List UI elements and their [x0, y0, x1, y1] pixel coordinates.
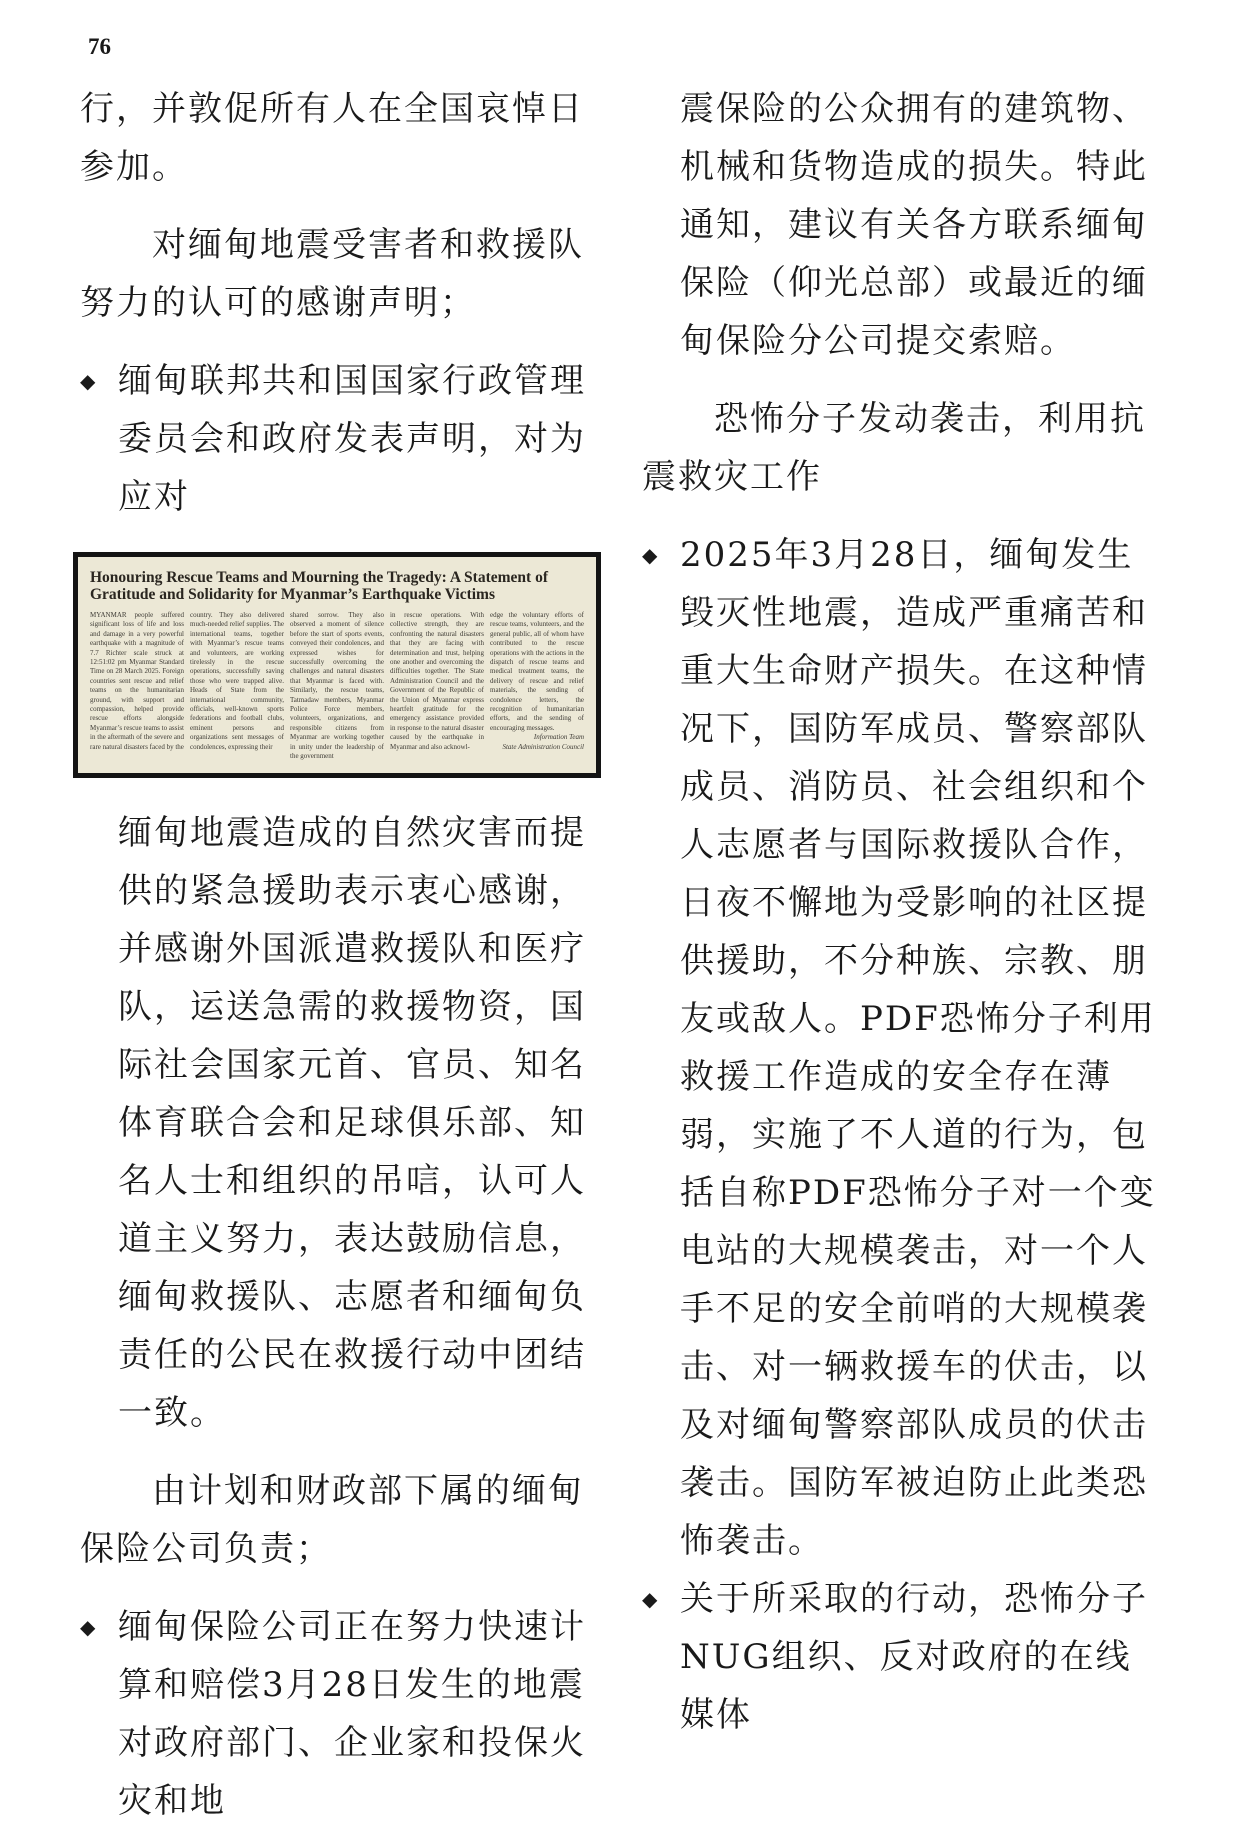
bullet-diamond-icon: ◆ — [642, 543, 658, 567]
bullet-diamond-icon: ◆ — [642, 1587, 658, 1611]
bullet-text: 缅甸地震造成的自然灾害而提供的紧急援助表示衷心感谢，并感谢外国派遣救援队和医疗队，运送急需的救援物资，国际社会国家元首、官员、知名体育联合会和足球俱乐部、知名人士和组织的吊唁，认可人道主义努力，表达鼓励信息，缅甸救援队、志愿者和缅甸负责任的公民在救援行动中团结一致。 — [118, 813, 586, 1433]
clipping-column: shared sorrow. They also observed a moment of silence before the start of sports events, conveyed their condolences, and expressed wishes for successfully overcoming the challenges and natural disasters that Myanmar is faced with. Similarly, the rescue teams, Tatmadaw members, Myanmar Police Force members, volunteers, organizations, and responsible citizens from Myanmar are working together in unity under the leadership of the government — [290, 611, 384, 761]
clipping-signature: Information Team — [533, 733, 584, 742]
newspaper-clipping — [73, 552, 601, 778]
clipping-title: Honouring Rescue Teams and Mourning the Tragedy: A Statement of Gratitude and Solidarity for Myanmar’s Earthquake Victims — [90, 569, 548, 603]
bullet-continuation — [80, 804, 602, 1442]
bullet-item — [80, 1598, 602, 1830]
bullet-text: 关于所采取的行动，恐怖分子NUG组织、反对政府的在线媒体 — [680, 1579, 1148, 1735]
clipping-column: MYANMAR people suffered significant loss of life and loss and damage in a very powerful earthquake with a magnitude of 7.7 Richter scale struck at 12:51:02 pm Myanmar Standard Time on 28 March 2025. Foreign countries sent rescue and relief teams on the humanitarian ground, with support and compassion, helped provide rescue efforts alongside Myanmar’s rescue teams to assist in the aftermath of the severe and rare natural disasters faced by the — [90, 611, 184, 751]
bullet-item — [80, 352, 602, 526]
right-column — [642, 80, 1164, 1744]
clipping-column: edge the voluntary efforts of rescue teams, volunteers, and the general public, all of whom have contributed to the rescue operations with the actions in the dispatch of rescue teams and medical treatment teams, the delivery of rescue and relief materials, the sending of condolence letters, the recognition of humanitarian efforts, and the sending of encouraging messages. — [490, 611, 584, 732]
page-number: 76 — [88, 34, 111, 59]
bullet-text: 2025年3月28日，缅甸发生毁灭性地震，造成严重痛苦和重大生命财产损失。在这种情况下，国防军成员、警察部队成员、消防员、社会组织和个人志愿者与国际救援队合作，日夜不懈地为受影响的社区提供援助，不分种族、宗教、朋友或敌人。PDF恐怖分子利用救援工作造成的安全存在薄弱，实施了不人道的行为，包括自称PDF恐怖分子对一个变电站的大规模袭击，对一个人手不足的安全前哨的大规模袭击、对一辆救援车的伏击，以及对缅甸警察部队成员的伏击袭击。国防军被迫防止此类恐怖袭击。 — [680, 535, 1156, 1561]
left-column — [80, 80, 602, 1830]
bullet-text: 缅甸联邦共和国国家行政管理委员会和政府发表声明，对为应对 — [118, 361, 586, 517]
bullet-continuation — [642, 80, 1164, 370]
clipping-signature: State Administration Council — [502, 742, 584, 751]
bullet-text: 震保险的公众拥有的建筑物、机械和货物造成的损失。特此通知，建议有关各方联系缅甸保险（仰光总部）或最近的缅甸保险分公司提交索赔。 — [680, 89, 1148, 361]
clipping-column: country. They also delivered much-needed relief supplies. The international teams, together with Myanmar’s rescue teams and volunteers, are working tirelessly in the rescue operations, successfully saving those who were trapped alive. Heads of State from the international community, officials, well-known sports federations and football clubs, eminent persons and organizations sent messages of condolences, expressing their — [190, 611, 284, 751]
bullet-text: 缅甸保险公司正在努力快速计算和赔偿3月28日发生的地震对政府部门、企业家和投保火灾和地 — [118, 1607, 586, 1821]
bullet-diamond-icon: ◆ — [80, 369, 96, 393]
clipping-column: in rescue operations. With collective strength, they are confronting the natural disasters that they are facing with determination and trust, helping one another and overcoming the difficulties together. The State Administration Council and the Government of the Republic of the Union of Myanmar express heartfelt gratitude for the emergency assistance provided in response to the natural disaster caused by the earthquake in Myanmar and also acknowl- — [390, 611, 484, 751]
paragraph: 行，并敦促所有人在全国哀悼日参加。 — [80, 89, 584, 187]
bullet-diamond-icon: ◆ — [80, 1615, 96, 1639]
section-heading: 恐怖分子发动袭击，利用抗震救灾工作 — [642, 399, 1146, 497]
section-heading: 由计划和财政部下属的缅甸保险公司负责； — [80, 1471, 584, 1569]
bullet-item — [642, 526, 1164, 1570]
section-heading: 对缅甸地震受害者和救援队努力的认可的感谢声明； — [80, 225, 584, 323]
bullet-item — [642, 1570, 1164, 1744]
